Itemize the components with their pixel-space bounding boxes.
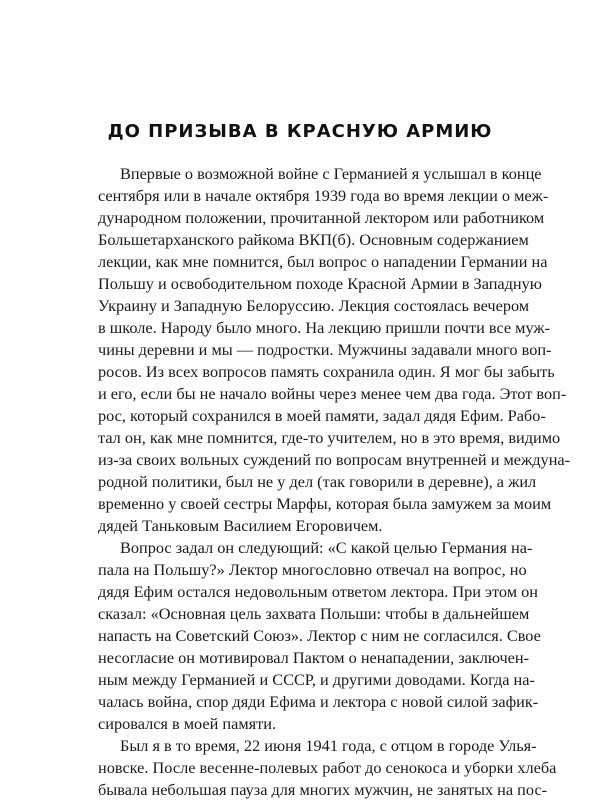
text-line: лекции, как мне помнится, был вопрос о нападении Германии на	[98, 252, 548, 271]
text-line: родной политики, был не у дел (так говорили в деревне), а жил	[98, 472, 537, 491]
text-line: из-за своих вольных суждений по вопросам внутренней и междуна-	[98, 450, 571, 469]
text-line: напасть на Советский Союз». Лектор с ним не согласился. Свое	[98, 626, 541, 645]
text-line: сировался в моей памяти.	[98, 714, 277, 733]
paragraph	[98, 537, 541, 735]
text-line: Украину и Западную Белоруссию. Лекция состоялась вечером	[98, 296, 530, 315]
text-line: пала на Польшу?» Лектор многословно отвечал на вопрос, но	[98, 560, 527, 579]
text-line: Вопрос задал он следующий: «С какой целью Германия на-	[120, 538, 533, 557]
text-line: тал он, как мне помнится, где-то учителем, но в это время, видимо	[98, 428, 561, 447]
text-line: рос, который сохранился в моей памяти, задал дядя Ефим. Рабо-	[98, 406, 546, 425]
text-line: росов. Из всех вопросов память сохранила один. Я мог бы забыть	[98, 362, 555, 381]
text-line: Был я в то время, 22 июня 1941 года, с отцом в городе Улья-	[120, 736, 537, 755]
text-line: чалась война, спор дяди Ефима и лектора с новой силой зафик-	[98, 692, 539, 711]
text-line: и его, если бы не начало войны через менее чем два года. Этот воп-	[98, 384, 567, 403]
text-line: дядей Таньковым Василием Егоровичем.	[98, 516, 383, 535]
chapter-body	[98, 163, 571, 801]
text-line: чины деревни и мы — подростки. Мужчины задавали много воп-	[98, 340, 552, 359]
text-line: сентября или в начале октября 1939 года во время лекции о меж-	[98, 186, 549, 205]
text-line: временно у своей сестры Марфы, которая была замужем за моим	[98, 494, 552, 513]
text-line: несогласие он мотивировал Пактом о ненападении, заключен-	[98, 648, 530, 667]
paragraph	[98, 735, 557, 801]
text-line: Впервые о возможной войне с Германией я услышал в конце	[120, 164, 542, 183]
paragraph	[98, 163, 571, 537]
text-line: новске. После весенне-полевых работ до сенокоса и уборки хлеба	[98, 758, 557, 777]
text-line: дународном положении, прочитанной лектором или работником	[98, 208, 545, 227]
text-line: дядя Ефим остался недовольным ответом лектора. При этом он	[98, 582, 538, 601]
chapter-title: ДО ПРИЗЫВА В КРАСНУЮ АРМИЮ	[107, 121, 493, 142]
text-line: сказал: «Основная цель захвата Польши: чтобы в дальнейшем	[98, 604, 530, 623]
text-line: ным между Германией и СССР, и другими доводами. Когда на-	[98, 670, 535, 689]
text-line: Большетарханского райкома ВКП(б). Основным содержанием	[98, 230, 529, 249]
text-line: бывала небольшая пауза для многих мужчин, не занятых на пос-	[98, 780, 548, 799]
text-line: в школе. Народу было много. На лекцию пришли почти все муж-	[98, 318, 551, 337]
text-line: Польшу и освободительном походе Красной Армии в Западную	[98, 274, 542, 293]
